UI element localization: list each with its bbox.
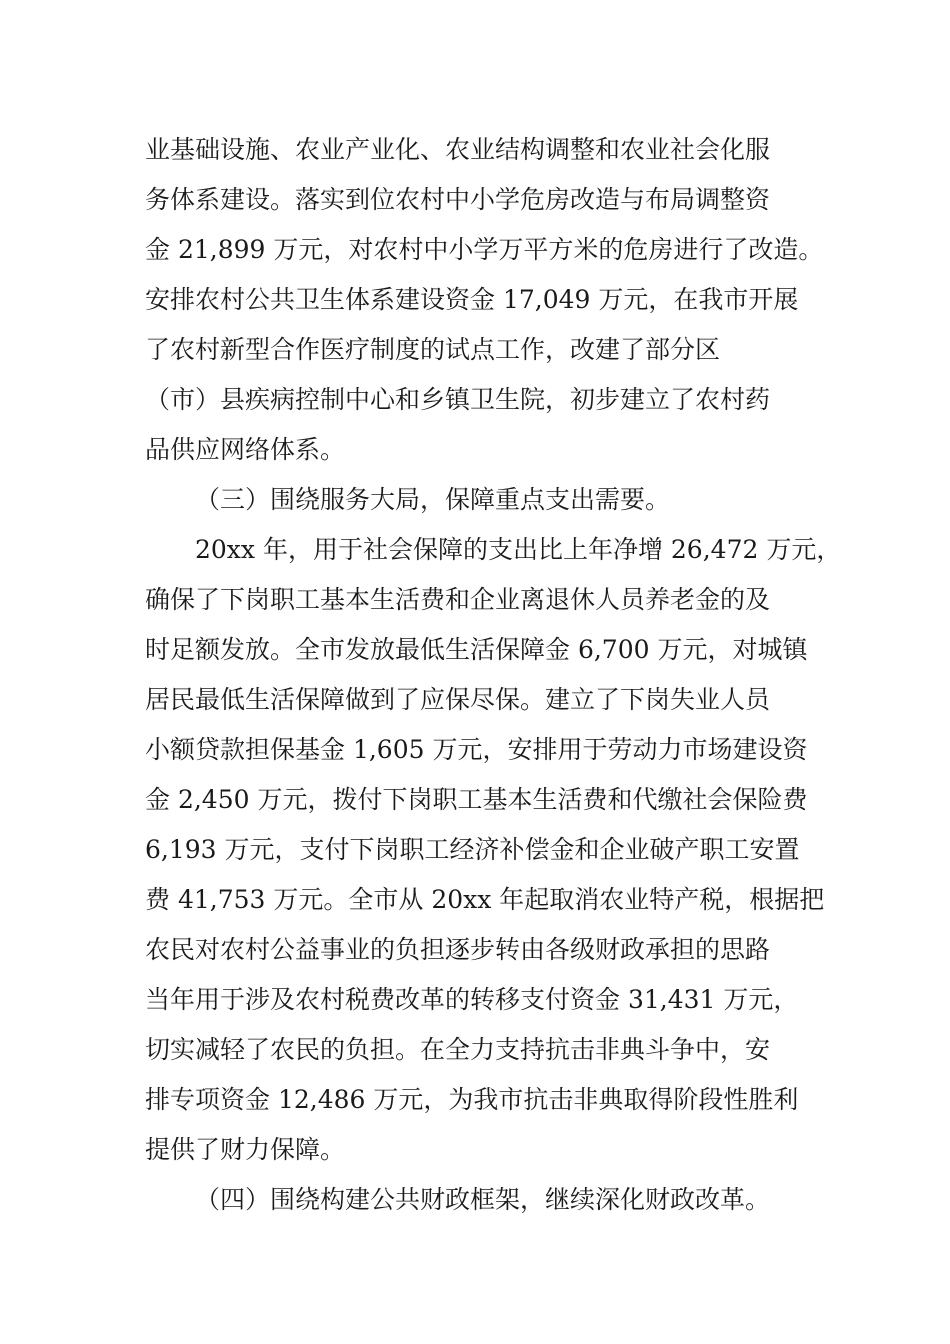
section-heading: （三）围绕服务大局，保障重点支出需要。 xyxy=(195,485,671,514)
paragraph-line: 了农村新型合作医疗制度的试点工作，改建了部分区 xyxy=(145,335,721,364)
paragraph-line: 务体系建设。落实到位农村中小学危房改造与布局调整资 xyxy=(145,185,771,214)
paragraph-line: 安排农村公共卫生体系建设资金 17,049 万元，在我市开展 xyxy=(145,285,799,314)
paragraph-line: 费 41,753 万元。全市从 20xx 年起取消农业特产税，根据把 xyxy=(145,885,825,914)
paragraph-line: 金 2,450 万元，拨付下岗职工基本生活费和代缴社会保险费 xyxy=(145,785,808,814)
paragraph-line: 6,193 万元，支付下岗职工经济补偿金和企业破产职工安置 xyxy=(145,835,800,864)
paragraph-line: 农民对农村公益事业的负担逐步转由各级财政承担的思路 xyxy=(145,935,771,964)
paragraph-line: 金 21,899 万元，对农村中小学万平方米的危房进行了改造。 xyxy=(145,235,824,264)
paragraph-line: 居民最低生活保障做到了应保尽保。建立了下岗失业人员 xyxy=(145,685,771,714)
paragraph-line: 20xx 年，用于社会保障的支出比上年净增 26,472 万元， xyxy=(195,535,842,564)
section-heading: （四）围绕构建公共财政框架，继续深化财政改革。 xyxy=(195,1185,771,1214)
paragraph-line: 提供了财力保障。 xyxy=(145,1135,346,1164)
paragraph-line: 当年用于涉及农村税费改革的转移支付资金 31,431 万元， xyxy=(145,985,799,1014)
paragraph-line: （市）县疾病控制中心和乡镇卫生院，初步建立了农村药 xyxy=(145,385,771,414)
paragraph-line: 切实减轻了农民的负担。在全力支持抗击非典斗争中，安 xyxy=(145,1035,771,1064)
paragraph-line: 确保了下岗职工基本生活费和企业离退休人员养老金的及 xyxy=(145,585,771,614)
paragraph-line: 小额贷款担保基金 1,605 万元，安排用于劳动力市场建设资 xyxy=(145,735,808,764)
paragraph-line: 品供应网络体系。 xyxy=(145,435,346,464)
paragraph-line: 排专项资金 12,486 万元，为我市抗击非典取得阶段性胜利 xyxy=(145,1085,799,1114)
paragraph-line: 业基础设施、农业产业化、农业结构调整和农业社会化服 xyxy=(145,135,771,164)
paragraph-line: 时足额发放。全市发放最低生活保障金 6,700 万元，对城镇 xyxy=(145,635,808,664)
